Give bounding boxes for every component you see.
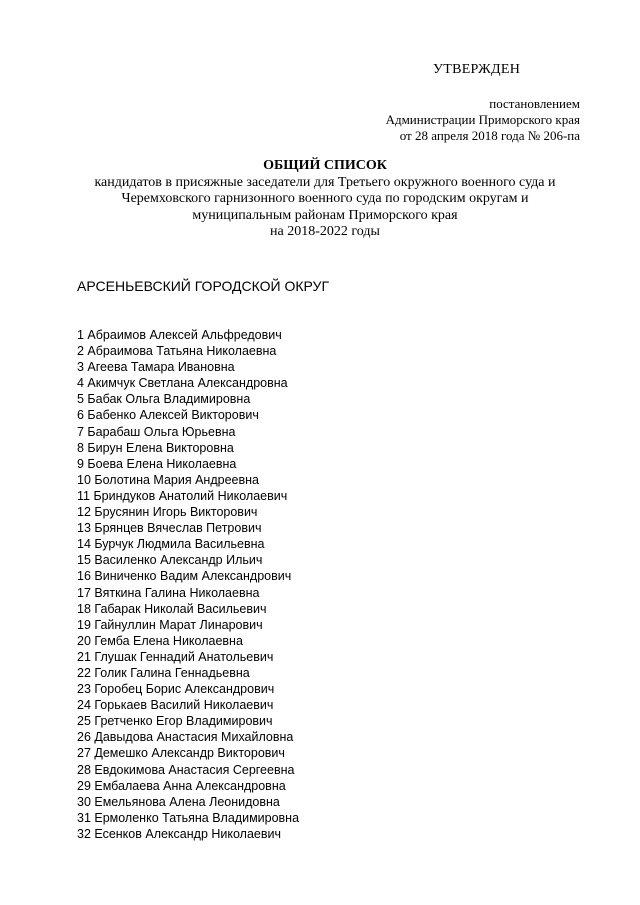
candidate-list-item: 11 Бриндуков Анатолий Николаевич xyxy=(77,488,288,503)
candidate-list-item: 17 Вяткина Галина Николаевна xyxy=(77,585,260,600)
district-heading: АРСЕНЬЕВСКИЙ ГОРОДСКОЙ ОКРУГ xyxy=(77,278,330,294)
candidate-list-item: 27 Демешко Александр Викторович xyxy=(77,746,285,761)
title-line: на 2018-2022 годы xyxy=(270,224,380,239)
title-line: муниципальным районам Приморского края xyxy=(192,207,458,223)
candidate-list-item: 12 Брусянин Игорь Викторович xyxy=(77,505,258,520)
candidate-list-item: 9 Боева Елена Николаевна xyxy=(77,456,237,471)
candidate-list-item: 31 Ермоленко Татьяна Владимировна xyxy=(77,810,300,825)
candidate-list-item: 6 Бабенко Алексей Викторович xyxy=(77,408,259,423)
document-title-block xyxy=(60,158,590,241)
candidate-list-item: 4 Акимчук Светлана Александровна xyxy=(77,376,288,391)
candidate-list-item: 29 Ембалаева Анна Александровна xyxy=(77,778,286,793)
candidate-list-item: 21 Глушак Геннадий Анатольевич xyxy=(77,649,274,664)
candidate-list-item: 25 Гретченко Егор Владимирович xyxy=(77,714,273,729)
candidate-list-item: 2 Абраимова Татьяна Николаевна xyxy=(77,344,277,359)
document-heading: ОБЩИЙ СПИСОК xyxy=(263,158,387,173)
candidate-list-item: 15 Василенко Александр Ильич xyxy=(77,553,263,568)
candidate-list-item: 32 Есенков Александр Николаевич xyxy=(77,826,281,841)
candidate-list-item: 18 Габарак Николай Васильевич xyxy=(77,601,267,616)
candidate-list-item: 24 Горькаев Василий Николаевич xyxy=(77,698,274,713)
candidate-list-item: 16 Виниченко Вадим Александрович xyxy=(77,569,292,584)
resolution-reference xyxy=(360,96,580,144)
candidate-list xyxy=(77,327,299,842)
resolution-line: постановлением xyxy=(489,96,580,111)
candidate-list-item: 3 Агеева Тамара Ивановна xyxy=(77,360,235,375)
candidate-list-item: 7 Барабаш Ольга Юрьевна xyxy=(77,424,236,439)
candidate-list-item: 26 Давыдова Анастасия Михайловна xyxy=(77,730,294,745)
candidate-list-item: 5 Бабак Ольга Владимировна xyxy=(77,392,251,407)
candidate-list-item: 20 Гемба Елена Николаевна xyxy=(77,633,243,648)
candidate-list-item: 22 Голик Галина Геннадьевна xyxy=(77,665,250,680)
title-line: кандидатов в присяжные заседатели для Третьего окружного военного суда и xyxy=(94,174,556,190)
approved-stamp-text: УТВЕРЖДЕН xyxy=(433,62,521,77)
candidate-list-item: 13 Брянцев Вячеслав Петрович xyxy=(77,521,262,536)
resolution-line: от 28 апреля 2018 года № 206-па xyxy=(399,128,580,143)
candidate-list-item: 28 Евдокимова Анастасия Сергеевна xyxy=(77,762,295,777)
title-line: Черемховского гарнизонного военного суда по городским округам и xyxy=(121,191,529,206)
candidate-list-item: 30 Емельянова Алена Леонидовна xyxy=(77,794,280,809)
candidate-list-item: 23 Горобец Борис Александрович xyxy=(77,682,275,697)
resolution-line: Администрации Приморского края xyxy=(385,112,580,127)
candidate-list-item: 10 Болотина Мария Андреевна xyxy=(77,472,259,487)
candidate-list-item: 8 Бирун Елена Викторовна xyxy=(77,440,234,455)
candidate-list-item: 1 Абраимов Алексей Альфредович xyxy=(77,328,282,342)
candidate-list-item: 14 Бурчук Людмила Васильевна xyxy=(77,537,265,552)
candidate-list-item: 19 Гайнуллин Марат Линарович xyxy=(77,617,263,632)
